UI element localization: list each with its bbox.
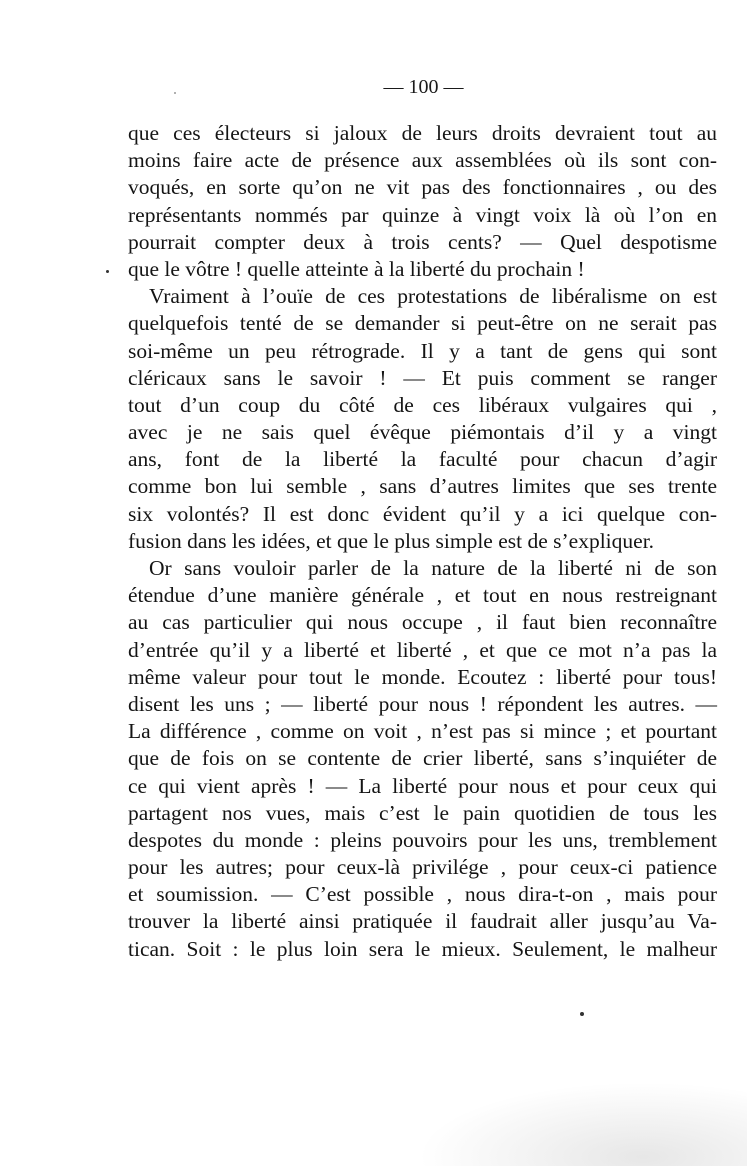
text-line: Or sans vouloir parler de la nature de la liberté ni de son [149,556,717,580]
text-line: et soumission. — C’est possible , nous dira-t-on , mais pour [128,882,717,907]
text-line: soi-même un peu rétrograde. Il y a tant de gens qui sont [128,338,717,363]
text-line: même valeur pour tout le monde. Ecoutez : liberté pour tous! [128,664,717,689]
text-line: tican. Soit : le plus loin sera le mieux. Seulement, le malheur [128,936,717,961]
text-line: cléricaux sans le savoir ! — Et puis comment se ranger [128,365,717,390]
page-smudge [400,1076,747,1166]
text-line: pour les autres; pour ceux-là privilége , pour ceux-ci patience [128,855,717,880]
text-line: avec je ne sais quel évêque piémontais d’il y a vingt [128,420,717,445]
page-number: — 100 — [383,76,464,98]
text-line: ce qui vient après ! — La liberté pour nous et pour ceux qui [128,773,717,798]
text-line: pourrait compter deux à trois cents? — Quel despotisme [128,229,717,254]
text-line: étendue d’une manière générale , et tout en nous restreignant [128,583,717,608]
text-line: moins faire acte de présence aux assemblées où ils sont con- [128,148,717,173]
text-line: despotes du monde : pleins pouvoirs pour les uns, tremblement [128,827,717,852]
text-line: voqués, en sorte qu’on ne vit pas des fonctionnaires , ou des [128,175,717,200]
ink-speck [580,1012,584,1016]
text-line: partagent nos vues, mais c’est le pain quotidien de tous les [128,800,717,825]
text-line: trouver la liberté ainsi pratiquée il faudrait aller jusqu’au Va- [128,909,717,934]
text-line: d’entrée qu’il y a liberté et liberté , et que ce mot n’a pas la [128,637,717,662]
ink-speck [106,270,109,273]
text-line: que ces électeurs si jaloux de leurs droits devraient tout au [128,121,717,145]
text-line: disent les uns ; — liberté pour nous ! répondent les autres. — [128,691,717,716]
text-line: fusion dans les idées, et que le plus simple est de s’expliquer. [128,528,655,553]
text-line: Vraiment à l’ouïe de ces protestations de libéralisme on est [149,284,717,309]
text-line: quelquefois tenté de se demander si peut-être on ne serait pas [128,311,717,336]
text-line: tout d’un coup du côté de ces libéraux vulgaires qui , [128,392,717,417]
text-line: que de fois on se contente de crier liberté, sans s’inquiéter de [128,746,717,771]
ink-speck [174,92,176,94]
text-line: que le vôtre ! quelle atteinte à la liberté du prochain ! [128,256,585,281]
body-text [128,120,717,963]
text-line: représentants nommés par quinze à vingt voix là où l’on en [128,202,717,227]
text-line: La différence , comme on voit , n’est pas si mince ; et pourtant [128,719,717,744]
text-line: au cas particulier qui nous occupe , il faut bien reconnaître [128,610,717,635]
text-line: comme bon lui semble , sans d’autres limites que ses trente [128,474,717,499]
text-line: ans, font de la liberté la faculté pour chacun d’agir [128,447,717,472]
text-line: six volontés? Il est donc évident qu’il y a ici quelque con- [128,501,717,526]
